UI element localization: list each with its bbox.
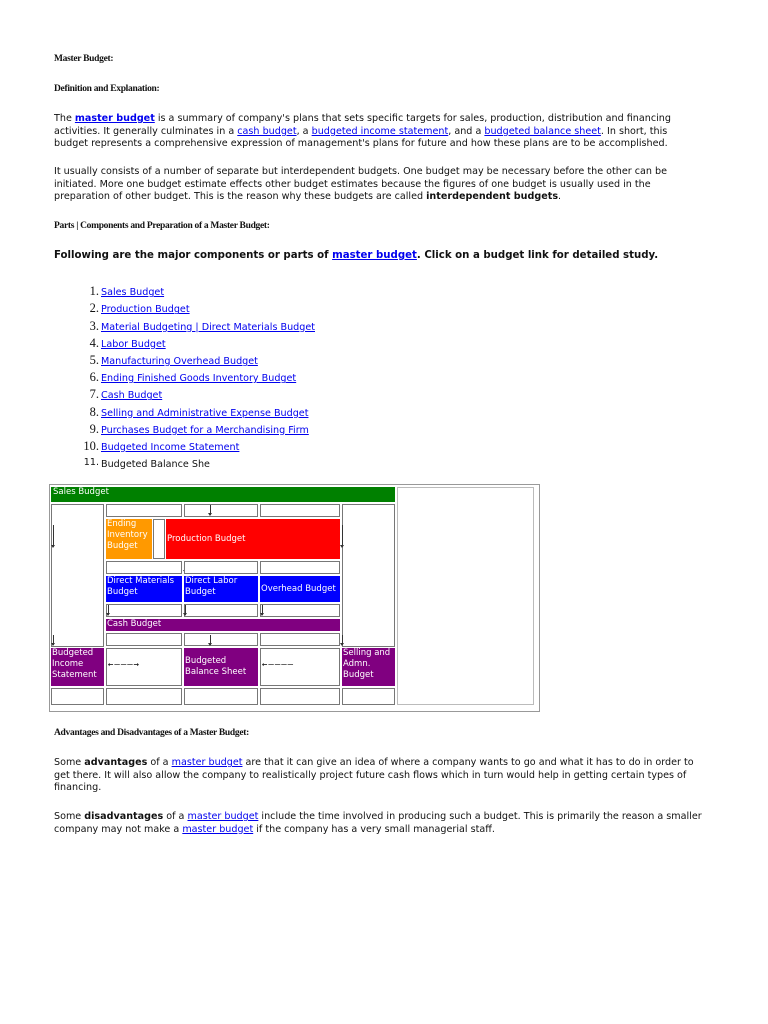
flow-arrow	[210, 505, 211, 515]
selling-admin-budget-box: Selling and Admn. Budget	[342, 648, 395, 686]
diagram-cell	[260, 688, 340, 705]
flow-arrow	[108, 605, 109, 615]
diagram-cell	[184, 633, 258, 646]
budget-parts-list	[54, 281, 315, 470]
disadvantages-master-budget-link-1[interactable]: master budget	[187, 811, 259, 822]
list-number: 8.	[89, 404, 99, 419]
budgeted-balance-sheet-box: Budgeted Balance Sheet	[184, 648, 258, 686]
disadvantages-paragraph: Some disadvantages of a master budget include the time involved in producing such a budget. This is primarily the reason a smaller company may not make a master budget if the company has a very small managerial staff.	[54, 811, 702, 835]
flow-arrow	[342, 635, 343, 645]
flow-arrow	[262, 605, 263, 615]
definition-paragraph: The master budget is a summary of company's plans that sets specific targets for sales, production, distribution and financing activities. It generally culminates in a cash budget, a budgeted income statement, and a budgeted balance sheet. In short, this budget represents a comprehensive expression of management's plans for future and how these plans are to be accomplished.	[54, 113, 671, 149]
diagram-cell	[184, 688, 258, 705]
budgeted-balance-sheet-link[interactable]: budgeted balance sheet	[484, 125, 601, 137]
diagram-cell	[184, 561, 258, 574]
diagram-cell	[106, 688, 182, 705]
list-number: 9.	[89, 421, 99, 436]
advantages-master-budget-link[interactable]: master budget	[171, 757, 243, 768]
diagram-cell	[106, 633, 182, 646]
master-budget-link[interactable]: master budget	[74, 113, 155, 124]
list-number: 1.	[89, 284, 99, 299]
sales-budget-box: Sales Budget	[51, 487, 395, 502]
left-dashed-arrow: ←–––→	[108, 660, 141, 670]
flow-arrow	[342, 525, 343, 547]
diagram-cell	[106, 604, 182, 617]
budget-link[interactable]: Ending Finished Goods Inventory Budget	[101, 373, 297, 385]
parts-list-item	[54, 281, 315, 298]
budgeted-income-statement-box: Budgeted Income Statement	[51, 648, 104, 686]
direct-labor-budget-box: Direct Labor Budget	[184, 576, 258, 602]
diagram-cell	[51, 504, 104, 647]
flow-arrow	[210, 635, 211, 645]
cash-budget-box: Cash Budget	[106, 619, 340, 631]
production-budget-box: Production Budget	[166, 519, 340, 559]
budget-link[interactable]: Sales Budget	[101, 287, 165, 299]
list-number: 2.	[89, 301, 99, 316]
ending-inventory-budget-box: Ending Inventory Budget	[106, 519, 152, 559]
budget-link[interactable]: Production Budget	[101, 304, 190, 316]
diagram-cell	[342, 504, 395, 647]
parts-list-item	[54, 315, 315, 332]
master-budget-diagram	[49, 484, 540, 712]
parts-list-item	[54, 384, 315, 401]
budget-link[interactable]: Selling and Administrative Expense Budget	[101, 407, 309, 419]
direct-materials-budget-box: Direct Materials Budget	[106, 576, 182, 602]
cash-budget-link[interactable]: cash budget	[237, 125, 297, 137]
diagram-cell	[342, 688, 395, 705]
parts-list-item	[54, 333, 315, 350]
budget-label: Budgeted Balance She	[101, 459, 210, 471]
budget-link[interactable]: Material Budgeting | Direct Materials Budget	[101, 321, 315, 333]
heading-parts: Parts | Components and Preparation of a Master Budget:	[54, 221, 270, 231]
lead-master-budget-link[interactable]: master budget	[332, 250, 417, 261]
parts-list-item	[54, 350, 315, 367]
budget-link[interactable]: Budgeted Income Statement	[101, 441, 240, 453]
flow-arrow	[185, 605, 186, 615]
diagram-cell	[184, 504, 258, 517]
diagram-cell	[106, 561, 182, 574]
diagram-cell	[184, 604, 258, 617]
advantages-paragraph: Some advantages of a master budget are that it can give an idea of where a company wants to go and what it has to do in order to get there. It will also allow the company to realistically project future cash flows which in turn would help in getting certain types of financing.	[54, 757, 694, 793]
list-number: 6.	[89, 370, 99, 385]
interdependent-paragraph: It usually consists of a number of separate but interdependent budgets. One budget may be necessary before the other can be initiated. More one budget estimate effects other budget estimates because the figures of one budget is usually used in the preparation of other budget. This is the reason why these budgets are called interdependent budgets.	[54, 166, 668, 202]
components-lead: Following are the major components or parts of master budget. Click on a budget link for detailed study.	[54, 250, 659, 261]
diagram-right-panel	[397, 487, 534, 705]
heading-master-budget: Master Budget:	[54, 54, 114, 64]
parts-list-item	[54, 453, 315, 470]
list-number: 3.	[89, 318, 99, 333]
list-number: 11.	[83, 457, 99, 469]
list-number: 4.	[89, 335, 99, 350]
parts-list-item	[54, 419, 315, 436]
diagram-cell	[260, 561, 340, 574]
disadvantages-master-budget-link-2[interactable]: master budget	[182, 823, 254, 835]
list-number: 7.	[89, 387, 99, 402]
list-number: 10.	[83, 438, 99, 453]
diagram-cell	[260, 633, 340, 646]
heading-definition: Definition and Explanation:	[54, 84, 160, 94]
flow-arrow	[53, 635, 54, 645]
budgeted-income-statement-link[interactable]: budgeted income statement	[311, 125, 449, 137]
heading-advantages: Advantages and Disadvantages of a Master Budget:	[54, 728, 249, 738]
parts-list-item	[54, 298, 315, 315]
budget-link[interactable]: Labor Budget	[101, 338, 166, 350]
budget-link[interactable]: Purchases Budget for a Merchandising Firm	[101, 424, 309, 436]
right-dashed-arrow: ←––––	[262, 660, 295, 670]
parts-list-item	[54, 436, 315, 453]
flow-arrow	[53, 525, 54, 547]
budget-link[interactable]: Cash Budget	[101, 390, 163, 402]
diagram-cell	[260, 604, 340, 617]
diagram-cell	[106, 504, 182, 517]
list-number: 5.	[89, 352, 99, 367]
diagram-cell	[153, 519, 165, 559]
parts-list-item	[54, 367, 315, 384]
diagram-cell	[260, 504, 340, 517]
parts-list-item	[54, 401, 315, 418]
budget-link[interactable]: Manufacturing Overhead Budget	[101, 355, 258, 367]
overhead-budget-box: Overhead Budget	[260, 576, 340, 602]
diagram-cell	[51, 688, 104, 705]
